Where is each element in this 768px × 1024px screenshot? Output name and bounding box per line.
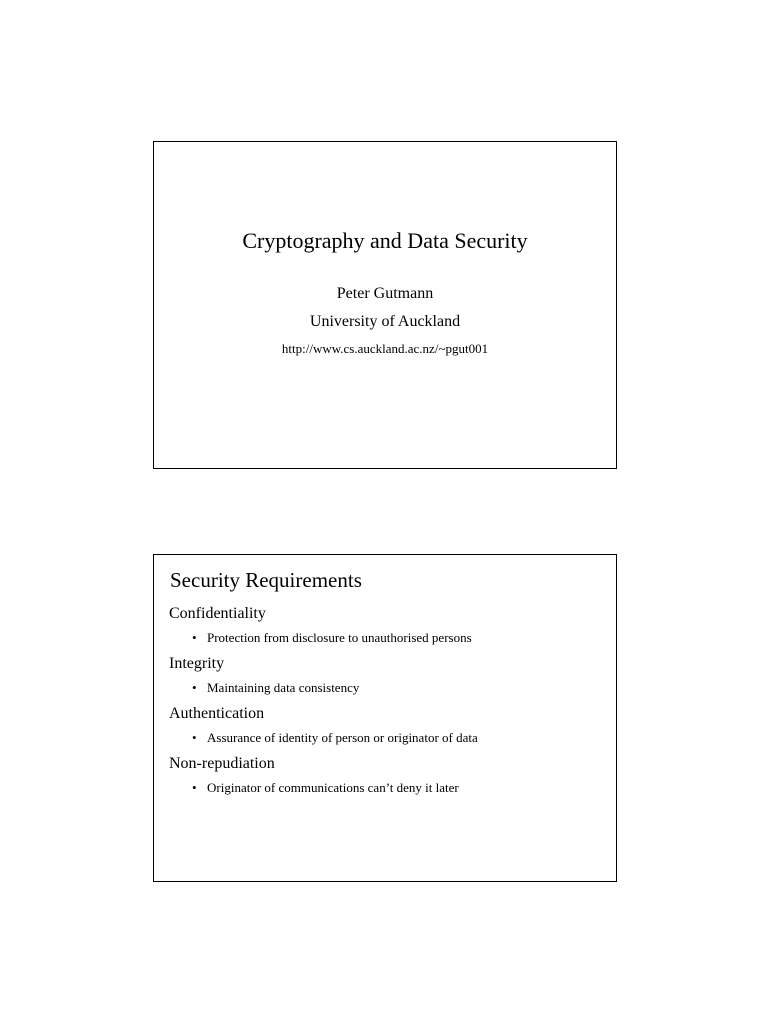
bullet-icon: • [192,780,197,795]
requirement-description: Originator of communications can’t deny it later [207,780,459,795]
requirement-description-row [169,779,478,797]
bullet-icon: • [192,730,197,745]
requirement-term: Authentication [169,705,265,722]
author-name: Peter Gutmann [336,285,434,302]
requirement-item-integrity [169,654,478,697]
requirement-description: Maintaining data consistency [207,680,360,695]
slide-heading: Security Requirements [170,568,362,592]
requirements-list [169,604,478,804]
author-url: http://www.cs.auckland.ac.nz/~pgut001 [281,341,489,356]
requirement-description-row [169,679,478,697]
bullet-icon: • [192,630,197,645]
presentation-title: Cryptography and Data Security [242,228,528,253]
requirement-item-authentication [169,704,478,747]
requirement-term: Confidentiality [169,605,266,622]
requirement-item-non-repudiation [169,754,478,797]
requirement-description-row [169,629,478,647]
requirement-term: Non-repudiation [169,755,275,772]
bullet-icon: • [192,680,197,695]
requirement-term: Integrity [169,655,225,672]
security-requirements-slide [153,554,617,882]
requirement-description: Protection from disclosure to unauthorised persons [207,630,472,645]
requirement-description: Assurance of identity of person or originator of data [207,730,478,745]
requirement-item-confidentiality [169,604,478,647]
author-affiliation: University of Auckland [309,313,461,330]
title-slide [153,141,617,469]
requirement-description-row [169,729,478,747]
